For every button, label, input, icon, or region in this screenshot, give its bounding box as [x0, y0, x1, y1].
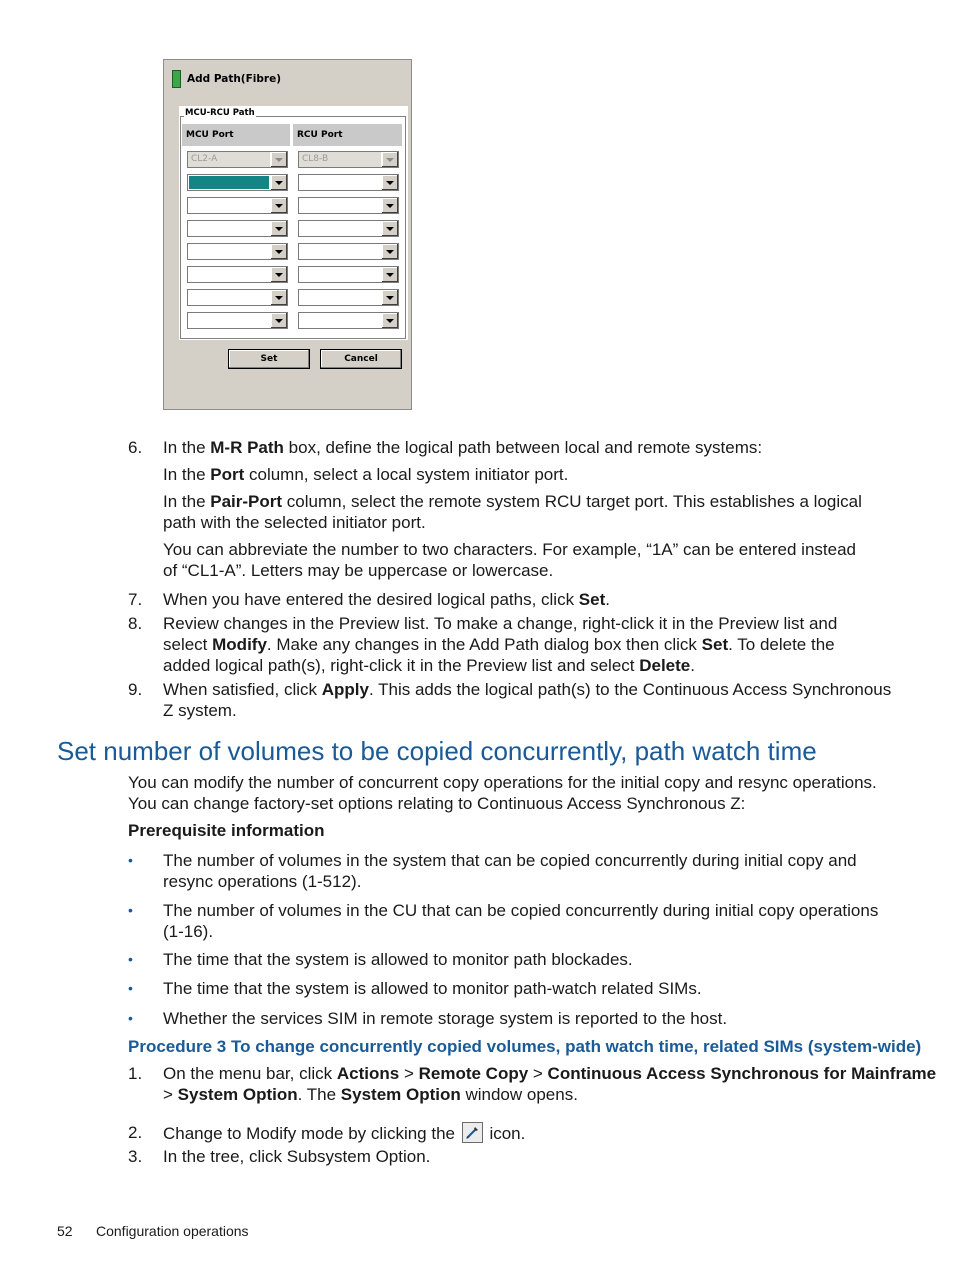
step-8-text-cont: added logical path(s), right-click it in the Preview list and select Delete.: [163, 656, 695, 675]
page-number: 52: [57, 1223, 73, 1239]
rcu-port-select[interactable]: [298, 174, 399, 191]
list-item: The time that the system is allowed to monitor path-watch related SIMs.: [163, 979, 702, 998]
chevron-down-icon[interactable]: [381, 313, 398, 328]
chevron-down-icon[interactable]: [381, 152, 398, 167]
mcu-port-select[interactable]: [187, 220, 288, 237]
step-number: 9.: [128, 680, 143, 699]
mcu-port-value: [189, 176, 269, 189]
mcu-port-value: CL2-A: [191, 154, 218, 164]
rcu-port-value: [300, 176, 380, 189]
section-intro: You can modify the number of concurrent copy operations for the initial copy and resync operations.: [128, 773, 877, 792]
bullet-icon: •: [128, 951, 133, 967]
step-number: 1.: [128, 1064, 143, 1083]
step-number: 8.: [128, 614, 143, 633]
bullet-icon: •: [128, 852, 133, 868]
step-6-text: In the M-R Path box, define the logical path between local and remote systems:: [163, 438, 763, 457]
step-8-text: Review changes in the Preview list. To make a change, right-click it in the Preview list and: [163, 614, 838, 633]
window-icon: [172, 70, 181, 88]
rcu-port-value: CL8-B: [302, 154, 329, 164]
chevron-down-icon[interactable]: [381, 175, 398, 190]
chevron-down-icon[interactable]: [270, 221, 287, 236]
list-item: The number of volumes in the system that can be copied concurrently during initial copy and: [163, 851, 857, 870]
mcu-port-header: MCU Port: [182, 124, 290, 146]
list-item: The time that the system is allowed to monitor path blockades.: [163, 950, 633, 969]
add-path-dialog: [163, 59, 412, 410]
chevron-down-icon[interactable]: [270, 313, 287, 328]
footer-section: Configuration operations: [96, 1223, 249, 1239]
mcu-port-select[interactable]: [187, 289, 288, 306]
rcu-port-header: RCU Port: [293, 124, 402, 146]
mcu-port-select[interactable]: [187, 174, 288, 191]
step-9-text: When satisfied, click Apply. This adds the logical path(s) to the Continuous Access Synchronous: [163, 680, 892, 699]
chevron-down-icon[interactable]: [381, 290, 398, 305]
chevron-down-icon[interactable]: [270, 198, 287, 213]
list-item: The number of volumes in the CU that can be copied concurrently during initial copy operations: [163, 901, 879, 920]
chevron-down-icon[interactable]: [381, 221, 398, 236]
rcu-port-select[interactable]: [298, 151, 399, 168]
dialog-title: [172, 69, 281, 89]
rcu-port-select[interactable]: [298, 289, 399, 306]
procedure-step-1-cont: > System Option. The System Option window opens.: [163, 1085, 578, 1104]
mcu-port-select[interactable]: [187, 266, 288, 283]
procedure-step-3: In the tree, click Subsystem Option.: [163, 1147, 431, 1166]
dialog-title-text: Add Path(Fibre): [187, 73, 281, 85]
mcu-port-select[interactable]: [187, 312, 288, 329]
procedure-title: Procedure 3 To change concurrently copied volumes, path watch time, related SIMs (system-wide): [128, 1037, 922, 1056]
chevron-down-icon[interactable]: [270, 175, 287, 190]
mcu-port-select[interactable]: [187, 151, 288, 168]
step-number: 7.: [128, 590, 143, 609]
rcu-port-select[interactable]: [298, 220, 399, 237]
abbreviation-note-cont: of “CL1-A”. Letters may be uppercase or lowercase.: [163, 561, 554, 580]
procedure-step-1: On the menu bar, click Actions > Remote Copy > Continuous Access Synchronous for Mainframe: [163, 1064, 937, 1083]
step-7-text: When you have entered the desired logical paths, click Set.: [163, 590, 610, 609]
set-button[interactable]: Set: [228, 349, 310, 369]
rcu-port-select[interactable]: [298, 197, 399, 214]
prerequisite-heading: Prerequisite information: [128, 821, 325, 840]
step-number: 2.: [128, 1123, 143, 1142]
step-number: 6.: [128, 438, 143, 457]
bullet-icon: •: [128, 980, 133, 996]
chevron-down-icon[interactable]: [381, 267, 398, 282]
pair-port-instruction-cont: path with the selected initiator port.: [163, 513, 426, 532]
mcu-port-select[interactable]: [187, 197, 288, 214]
chevron-down-icon[interactable]: [270, 267, 287, 282]
chevron-down-icon[interactable]: [381, 198, 398, 213]
list-item: Whether the services SIM in remote storage system is reported to the host.: [163, 1009, 728, 1028]
port-instruction: In the Port column, select a local system initiator port.: [163, 465, 569, 484]
chevron-down-icon[interactable]: [270, 290, 287, 305]
step-9-text-cont: Z system.: [163, 701, 237, 720]
section-heading: Set number of volumes to be copied concurrently, path watch time: [57, 736, 817, 766]
bullet-icon: •: [128, 902, 133, 918]
abbreviation-note: You can abbreviate the number to two characters. For example, “1A” can be entered instead: [163, 540, 856, 559]
list-item-cont: (1-16).: [163, 922, 214, 941]
rcu-port-select[interactable]: [298, 266, 399, 283]
procedure-step-2: Change to Modify mode by clicking the icon.: [163, 1124, 526, 1143]
chevron-down-icon[interactable]: [270, 152, 287, 167]
rcu-port-select[interactable]: [298, 312, 399, 329]
step-number: 3.: [128, 1147, 143, 1166]
group-label: MCU-RCU Path: [185, 108, 255, 118]
chevron-down-icon[interactable]: [270, 244, 287, 259]
mcu-port-select[interactable]: [187, 243, 288, 260]
cancel-button[interactable]: Cancel: [320, 349, 402, 369]
list-item-cont: resync operations (1-512).: [163, 872, 362, 891]
pair-port-instruction: In the Pair-Port column, select the remote system RCU target port. This establishes a logical: [163, 492, 862, 511]
section-intro-cont: You can change factory-set options relating to Continuous Access Synchronous Z:: [128, 794, 746, 813]
step-8-text-cont: select Modify. Make any changes in the Add Path dialog box then click Set. To delete the: [163, 635, 835, 654]
modify-icon: [462, 1122, 483, 1143]
bullet-icon: •: [128, 1010, 133, 1026]
rcu-port-select[interactable]: [298, 243, 399, 260]
chevron-down-icon[interactable]: [381, 244, 398, 259]
